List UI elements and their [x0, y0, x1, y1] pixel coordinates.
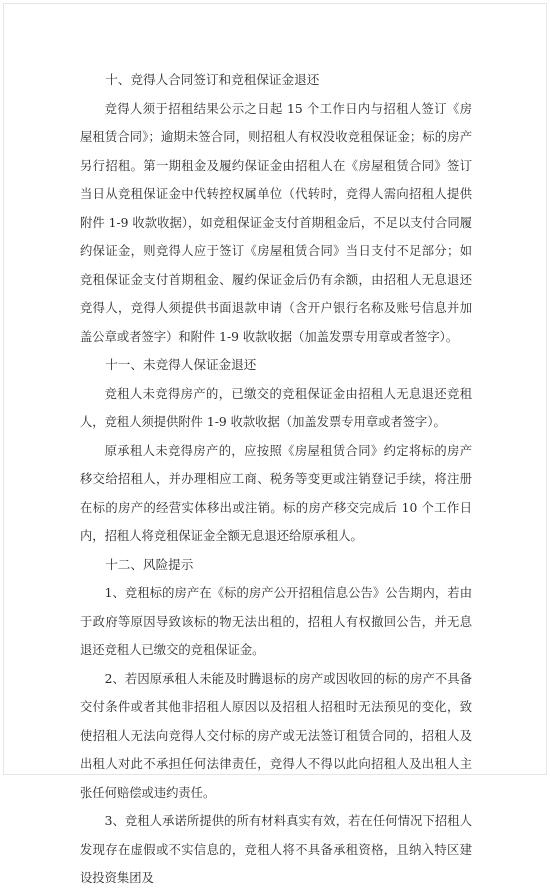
section-heading-12: 十二、风险提示	[105, 556, 194, 572]
section-heading-10: 十、竞得人合同签订和竞租保证金退还	[105, 72, 320, 87]
paragraph-unsuccessful-bidder-refund: 竞租人未竞得房产的，已缴交的竞租保证金由招租人无息退还竞租人，竞租人须提供附件 1-9 收款收据（加盖发票专用章或者签字）。	[80, 386, 472, 429]
paragraph-original-tenant-refund: 原承租人未竞得房产的，应按照《房屋租赁合同》约定将标的房产移交给招租人，并办理相应工商、税务等变更或注销登记手续，将注册在标的房产的经营实体移出或注销。标的房产移交完成后 10 个工作日内，招租人将竞租保证金全额无息退还给原承租人。	[80, 443, 472, 543]
paragraph-risk-3: 3、竞租人承诺所提供的所有材料真实有效，若在任何情况下招租人发现存在虚假或不实信息的，竞租人将不具备承租资格，且纳入特区建设投资集团及	[80, 814, 472, 885]
paragraph-contract-signing: 竞得人须于招租结果公示之日起 15 个工作日内与招租人签订《房屋租赁合同》；逾期未签合同，则招租人有权没收竞租保证金；标的房产另行招租。第一期租金及履约保证金由招租人在《房屋租赁合同》签订当日从竞租保证金中代转控权属单位（代转时，竞得人需向招租人提供附件 1-9 收款收据），如竞租保证金支付首期租金后，不足以支付合同履约保证金，则竞得人应于签订《房屋租赁合同》当日支付不足部分；如竞租保证金支付首期租金、履约保证金后仍有余额，由招租人无息退还竞得人，竞得人须提供书面退款申请（含开户银行名称及账号信息并加盖公章或者签字）和附件 1-9 收款收据（加盖发票专用章或者签字）。	[80, 101, 472, 344]
section-heading-11: 十一、未竞得人保证金退还	[105, 357, 257, 372]
paragraph-risk-2: 2、若因原承租人未能及时腾退标的房产或因收回的标的房产不具备交付条件或者其他非招租人原因以及招租人招租时无法预见的变化，致使招租人无法向竞得人交付标的房产或无法签订租赁合同的，招租人及出租人对此不承担任何法律责任，竞得人不得以此向招租人及出租人主张任何赔偿或违约责任。	[80, 671, 472, 800]
paragraph-risk-1: 1、竞租标的房产在《标的房产公开招租信息公告》公告期内，若由于政府等原因导致该标的物无法出租的，招租人有权撤回公告，并无息退还竞租人已缴交的竞租保证金。	[80, 586, 472, 657]
